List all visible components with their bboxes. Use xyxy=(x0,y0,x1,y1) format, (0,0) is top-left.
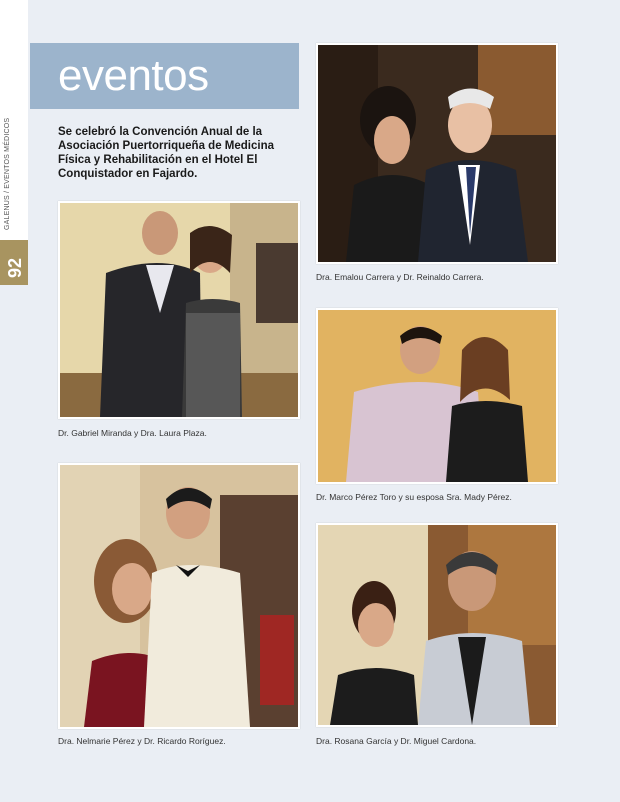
caption-1: Dra. Emalou Carrera y Dr. Reinaldo Carrera. xyxy=(316,272,484,282)
event-photo-1 xyxy=(316,43,558,264)
page-number-tab xyxy=(0,240,28,285)
caption-5: Dra. Rosana García y Dr. Miguel Cardona. xyxy=(316,736,477,746)
caption-2: Dr. Gabriel Miranda y Dra. Laura Plaza. xyxy=(58,428,207,438)
event-photo-4 xyxy=(58,463,300,729)
event-photo-5 xyxy=(316,523,558,727)
caption-4: Dra. Nelmarie Pérez y Dr. Ricardo Roríguez. xyxy=(58,736,226,746)
intro-text: Se celebró la Convención Anual de la Asociación Puertorriqueña de Medicina Física y Rehabilitación en el Hotel El Conquistador en Fajardo. xyxy=(58,126,274,180)
page-title: eventos xyxy=(58,51,209,100)
caption-3: Dr. Marco Pérez Toro y su esposa Sra. Mady Pérez. xyxy=(316,492,512,502)
section-label: GALENUS / EVENTOS MÉDICOS xyxy=(4,117,11,230)
event-photo-3 xyxy=(316,308,558,484)
event-photo-2 xyxy=(58,201,300,419)
page-number: 92 xyxy=(5,257,25,278)
section-banner xyxy=(30,43,299,109)
